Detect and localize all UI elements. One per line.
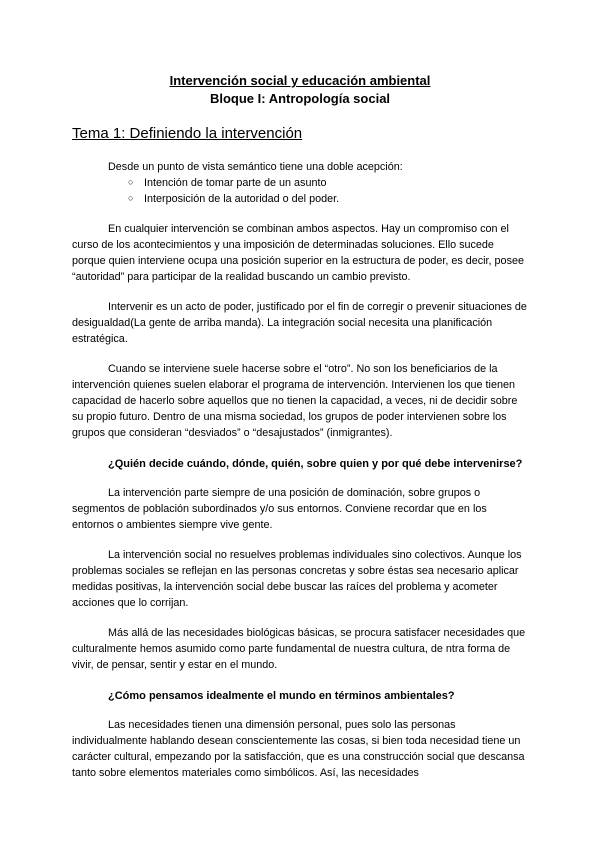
question-heading: ¿Cómo pensamos idealmente el mundo en términos ambientales? xyxy=(108,689,455,702)
intro-line: Desde un punto de vista semántico tiene una doble acepción: xyxy=(108,161,403,174)
document-subtitle: Bloque I: Antropología social xyxy=(209,90,391,106)
document-title: Intervención social y educación ambiental xyxy=(169,73,431,88)
paragraph: La intervención parte siempre de una posición de dominación, sobre grupos o segmentos de población subordinados y/o sus entornos. Conviene recordar que en los entornos o ambientes siempre vive gente. xyxy=(72,486,487,531)
question-heading: ¿Quién decide cuándo, dónde, quién, sobre quien y por qué debe intervenirse? xyxy=(108,457,523,470)
paragraph: Más allá de las necesidades biológicas básicas, se procura satisfacer necesidades que culturalmente hemos asumido como parte fundamental de nuestra cultura, de ntra forma de vivir, de pensar, sentir y estar en el mundo. xyxy=(72,626,526,671)
paragraph: La intervención social no resuelves problemas individuales sino colectivos. Aunque los problemas sociales se reflejan en las personas concretas y sobre éstas sea necesario aplicar medidas positivas, la intervención social debe buscar las raíces del problema y acometer acciones que lo corrijan. xyxy=(72,548,522,609)
paragraph: Las necesidades tienen una dimensión personal, pues solo las personas individualmente hablando desean conscientemente las cosas, si bien toda necesidad tiene un carácter cultural, empezando por la satisfacción, que es una construcción social que descansa tanto sobre elementos materiales como simbólicos. Así, las necesidades xyxy=(72,718,525,779)
bullet-list xyxy=(72,176,528,208)
section-heading: Tema 1: Definiendo la intervención xyxy=(72,125,303,143)
bullet-item: ○ Intención de tomar parte de un asunto xyxy=(128,176,528,192)
paragraph: Intervenir es un acto de poder, justificado por el fin de corregir o prevenir situaciones de desigualdad(La gente de arriba manda). La integración social necesita una planificación estratégica. xyxy=(72,300,527,345)
bullet-item: ○ Interposición de la autoridad o del poder. xyxy=(128,192,528,208)
paragraph: En cualquier intervención se combinan ambos aspectos. Hay un compromiso con el curso de los acontecimientos y una imposición de determinadas soluciones. Ello sucede porque quien interviene ocupa una posición superior en la estructura de poder, es decir, posee “autoridad” para participar de la realidad buscando un cambio previsto. xyxy=(72,223,524,283)
paragraph: Cuando se interviene suele hacerse sobre el “otro”. No son los beneficiarios de la intervención quienes suelen elaborar el programa de intervención. Intervienen los que tienen capacidad de hacerlo sobre aquellos que no tienen la capacidad, a veces, ni de decidir sobre su propio futuro. Dentro de una misma sociedad, los grupos de poder intervienen sobre los grupos que consideran “desviados” o “desajustados” (inmigrantes). xyxy=(72,362,518,439)
